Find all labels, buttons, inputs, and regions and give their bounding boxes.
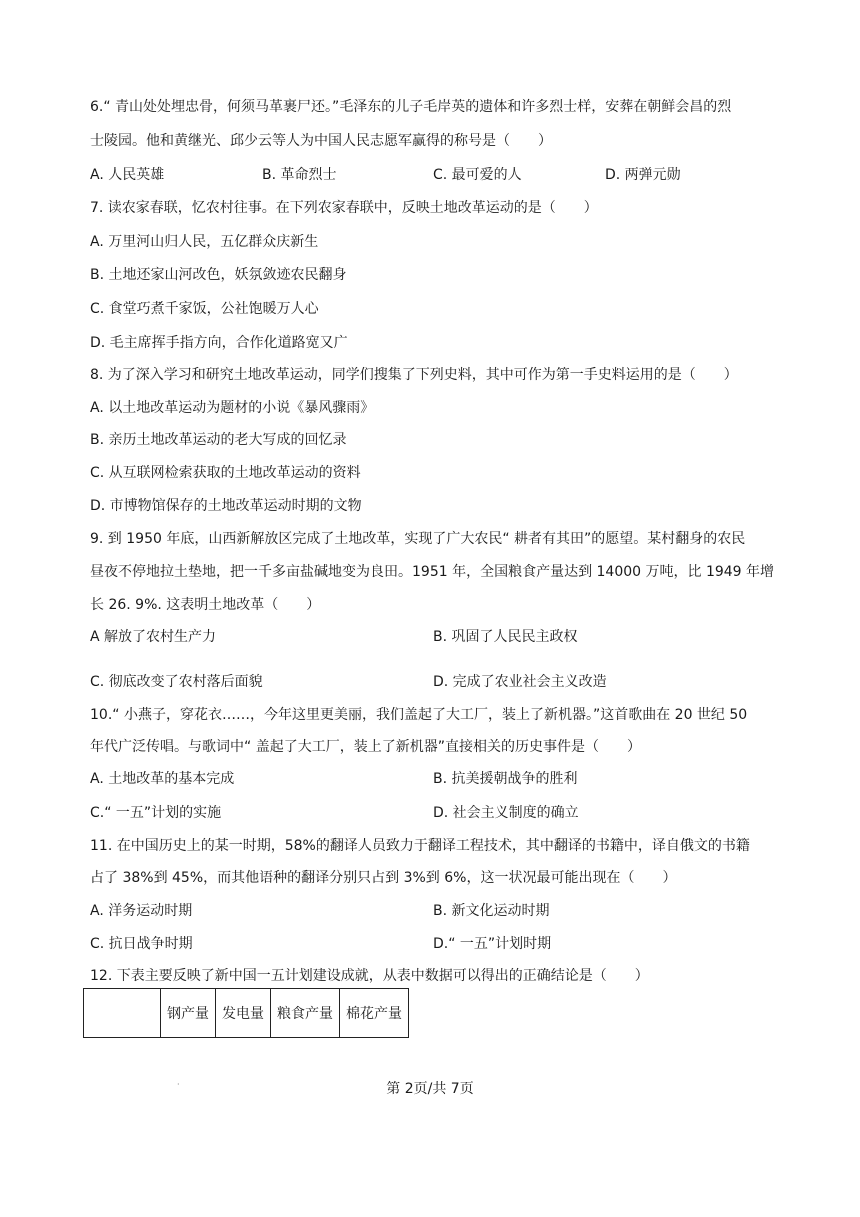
question-8-option-c: C. 从互联网检索获取的土地改革运动的资料 xyxy=(90,465,361,481)
question-6-option-c: C. 最可爱的人 xyxy=(433,167,522,183)
question-9-option-b: B. 巩固了人民民主政权 xyxy=(433,629,578,645)
question-10-line-1: 10.“ 小燕子，穿花衣……，今年这里更美丽，我们盖起了大工厂，装上了新机器。”这首歌曲在 20 世纪 50 xyxy=(90,707,748,723)
question-7-line-1: 7. 读农家春联，忆农村往事。在下列农家春联中，反映土地改革运动的是（ ） xyxy=(90,200,598,216)
question-11-option-a: A. 洋务运动时期 xyxy=(90,903,193,919)
question-8-line-1: 8. 为了深入学习和研究土地改革运动，同学们搜集了下列史料，其中可作为第一手史料运用的是（ ） xyxy=(90,367,738,383)
question-10-option-c: C.“ 一五”计划的实施 xyxy=(90,805,222,821)
question-6-line-2: 士陵园。他和黄继光、邱少云等人为中国人民志愿军赢得的称号是（ ） xyxy=(90,133,552,149)
question-9-line-3: 长 26. 9%. 这表明土地改革（ ） xyxy=(90,597,321,613)
question-10-line-2: 年代广泛传唱。与歌词中“ 盖起了大工厂，装上了新机器”直接相关的历史事件是（ ） xyxy=(90,739,641,755)
question-6-option-a: A. 人民英雄 xyxy=(90,167,165,183)
question-11-option-d: D.“ 一五”计划时期 xyxy=(433,936,552,952)
question-6-option-d: D. 两弹元勋 xyxy=(605,167,681,183)
question-7-option-c: C. 食堂巧煮千家饭，公社饱暖万人心 xyxy=(90,301,319,317)
table-header-cell: 发电量 xyxy=(216,989,271,1038)
question-8-option-a: A. 以土地改革运动为题材的小说《暴风骤雨》 xyxy=(90,400,375,416)
question-8-option-d: D. 市博物馆保存的土地改革运动时期的文物 xyxy=(90,498,362,514)
question-10-option-a: A. 土地改革的基本完成 xyxy=(90,771,235,787)
question-9-line-1: 9. 到 1950 年底，山西新解放区完成了土地改革，实现了广大农民“ 耕者有其田”的愿望。某村翻身的农民 xyxy=(90,531,746,547)
question-7-option-d: D. 毛主席挥手指方向，合作化道路宽又广 xyxy=(90,335,348,351)
question-9-line-2: 昼夜不停地拉土垫地，把一千多亩盐碱地变为良田。1951 年，全国粮食产量达到 14000 万吨，比 1949 年增 xyxy=(90,564,775,580)
question-11-option-c: C. 抗日战争时期 xyxy=(90,936,193,952)
question-6-line-1: 6.“ 青山处处埋忠骨，何须马革裹尸还。”毛泽东的儿子毛岸英的遗体和许多烈士样，安葬在朝鲜会昌的烈 xyxy=(90,99,732,115)
table-header-row xyxy=(84,989,409,1038)
question-7-option-b: B. 土地还家山河改色，妖氛敛迹农民翻身 xyxy=(90,267,347,283)
question-9-option-d: D. 完成了农业社会主义改造 xyxy=(433,674,607,690)
question-9-option-c: C. 彻底改变了农村落后面貌 xyxy=(90,674,263,690)
question-6-option-b: B. 革命烈士 xyxy=(262,167,337,183)
question-10-option-d: D. 社会主义制度的确立 xyxy=(433,805,579,821)
table-header-cell: 钢产量 xyxy=(161,989,216,1038)
table-header-cell-empty xyxy=(84,989,161,1038)
question-11-line-1: 11. 在中国历史上的某一时期，58%的翻译人员致力于翻译工程技术，其中翻译的书籍中，译自俄文的书籍 xyxy=(90,838,750,854)
question-12-line-1: 12. 下表主要反映了新中国一五计划建设成就，从表中数据可以得出的正确结论是（ ） xyxy=(90,968,649,984)
question-10-option-b: B. 抗美援朝战争的胜利 xyxy=(433,771,578,787)
question-9-option-a: A 解放了农村生产力 xyxy=(90,629,217,645)
question-8-option-b: B. 亲历土地改革运动的老大写成的回忆录 xyxy=(90,432,347,448)
page-footer: 第 2页/共 7页 xyxy=(386,1081,474,1097)
question-7-option-a: A. 万里河山归人民，五亿群众庆新生 xyxy=(90,234,319,250)
question-11-line-2: 占了 38%到 45%，而其他语种的翻译分别只占到 3%到 6%，这一状况最可能出现在（ ） xyxy=(90,870,677,886)
table-header-cell: 粮食产量 xyxy=(271,989,340,1038)
decorative-dot: · xyxy=(177,1080,180,1089)
question-11-option-b: B. 新文化运动时期 xyxy=(433,903,550,919)
table-header-cell: 棉花产量 xyxy=(340,989,409,1038)
data-table xyxy=(83,988,409,1038)
